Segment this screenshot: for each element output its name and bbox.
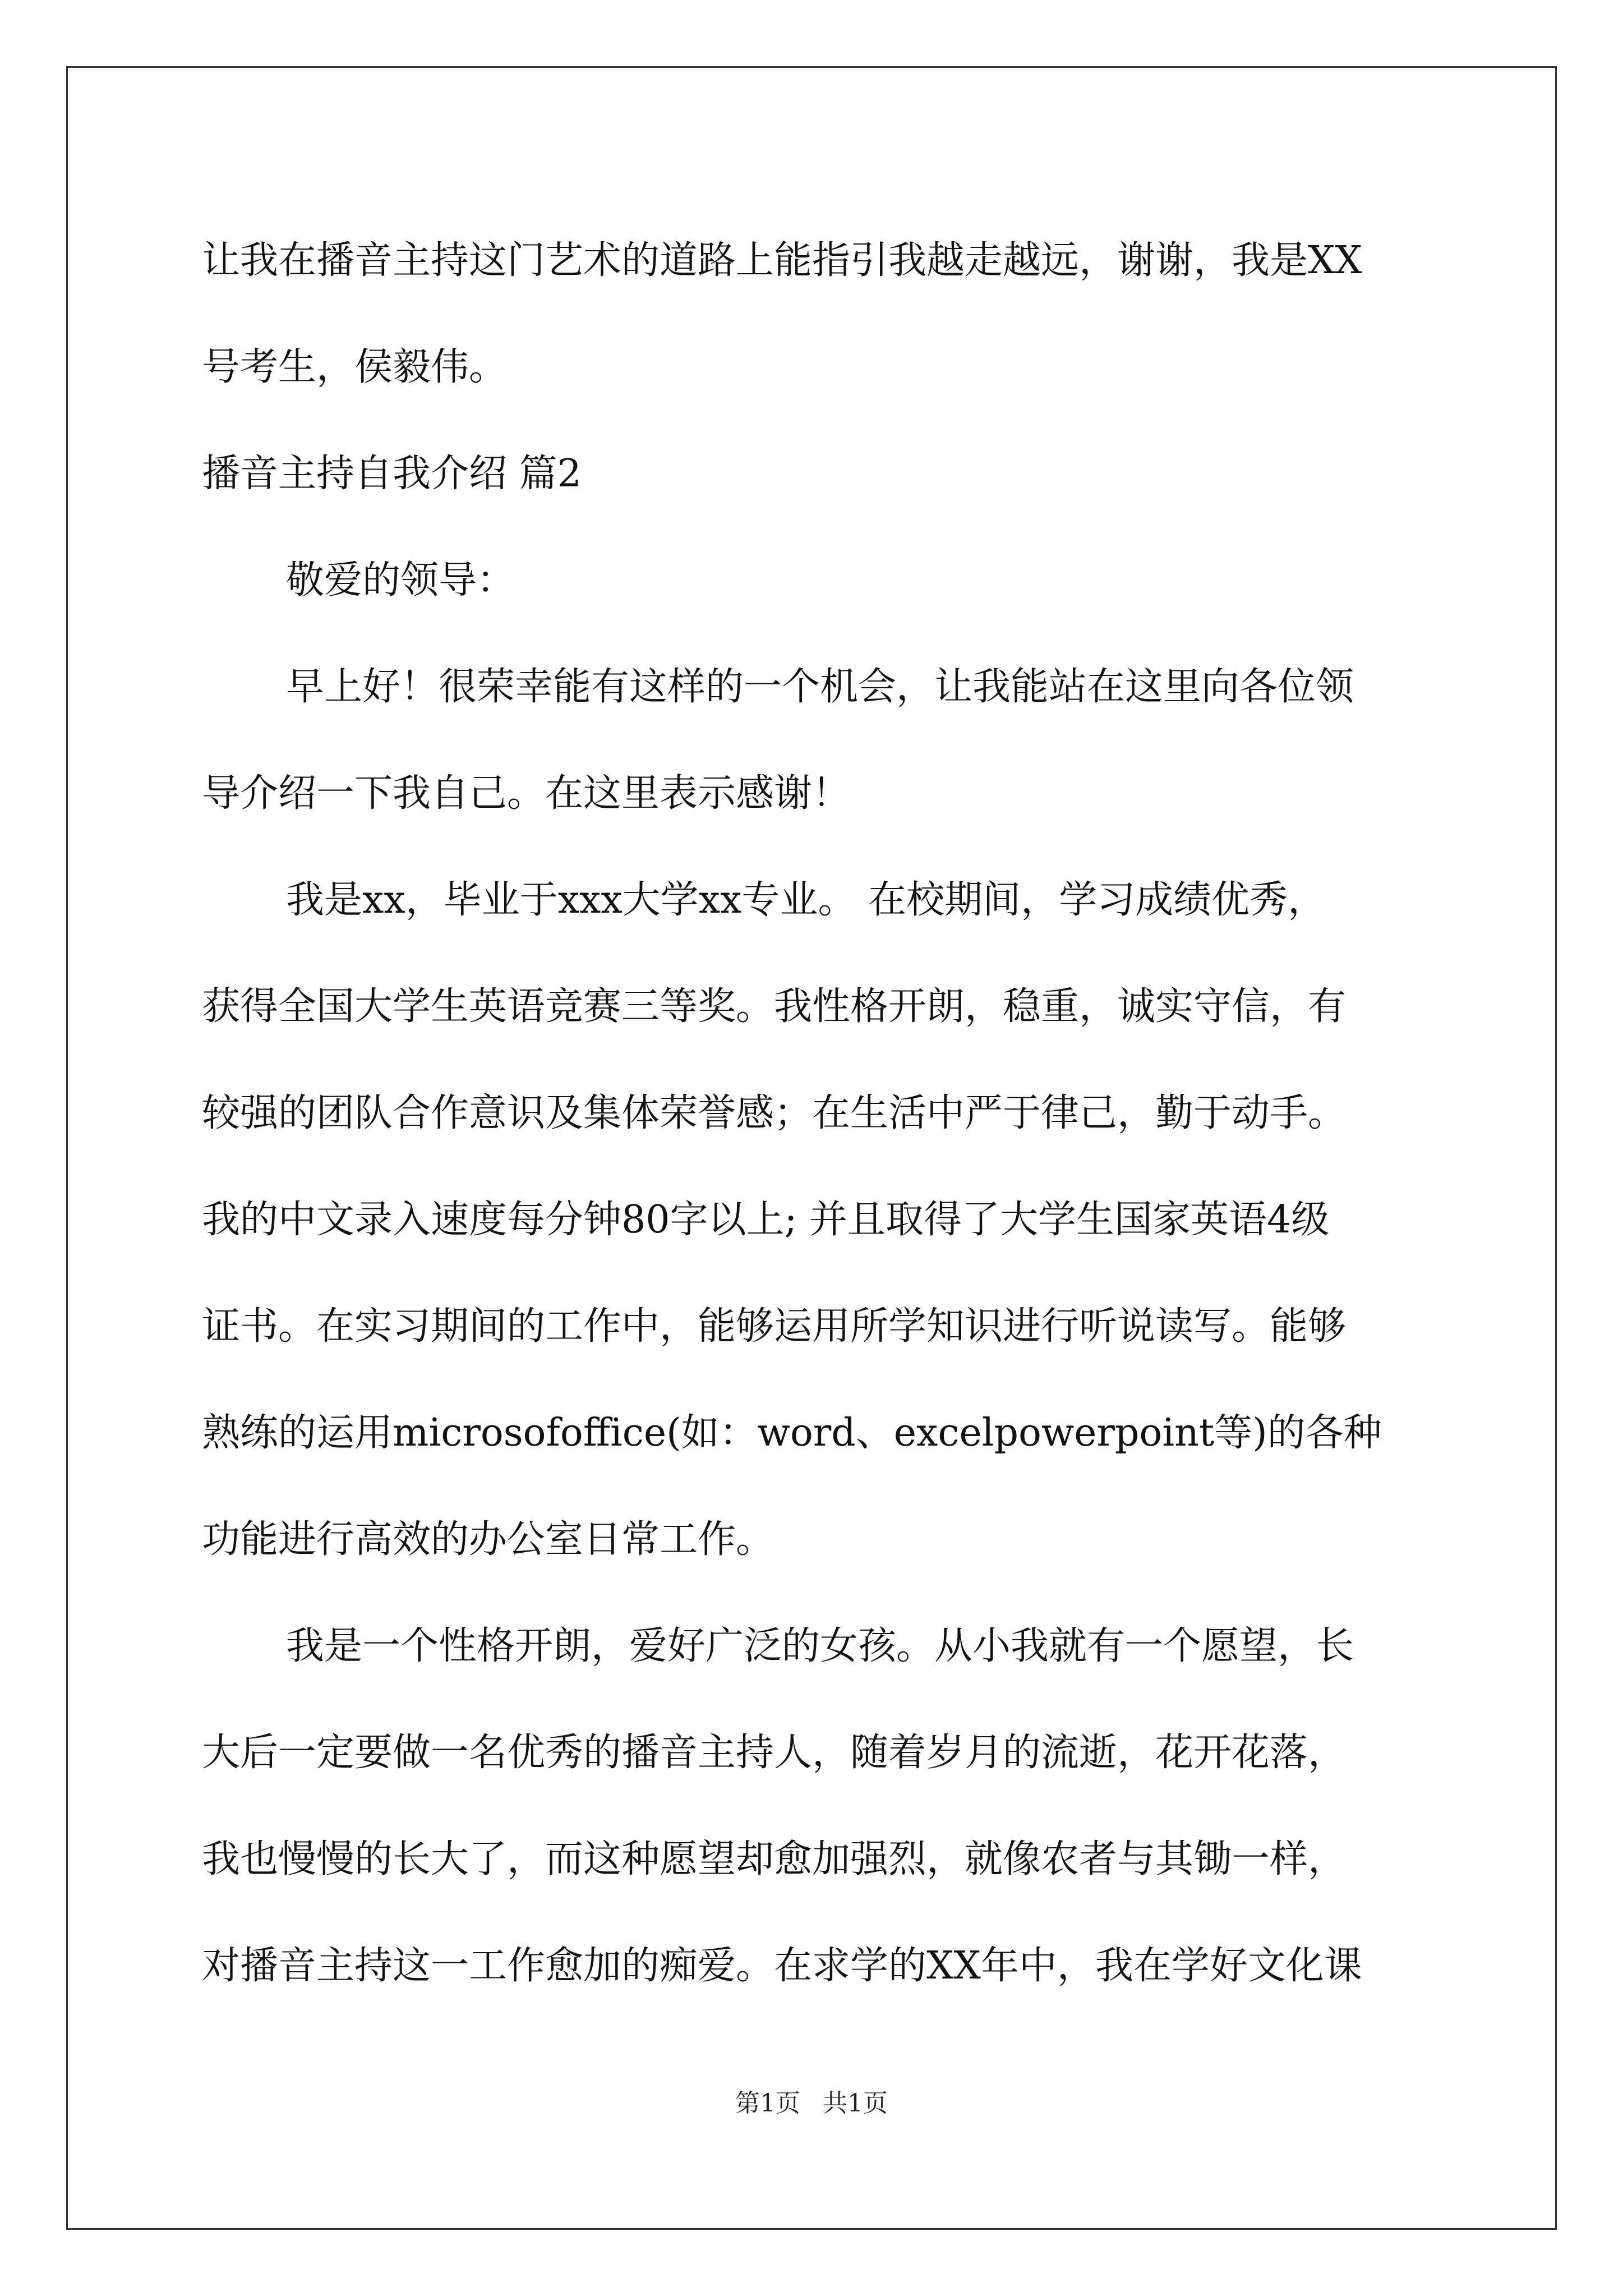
text-line: 我也慢慢的长大了，而这种愿望却愈加强烈，就像农者与其锄一样， (202, 1837, 1347, 1881)
text-line: 我的中文录入速度每分钟80字以上; 并且取得了大学生国家英语4级 (202, 1198, 1330, 1242)
text-line: 导介绍一下我自己。在这里表示感谢！ (202, 771, 851, 816)
text-line: 号考生，侯毅伟。 (202, 345, 508, 389)
page-footer (0, 2087, 1623, 2120)
page-total: 共1页 (823, 2089, 888, 2118)
text-line: 我是一个性格开朗，爱好广泛的女孩。从小我就有一个愿望，长 (286, 1624, 1354, 1668)
section-heading: 播音主持自我介绍 篇2 (202, 452, 582, 496)
text-line: 早上好！很荣幸能有这样的一个机会，让我能站在这里向各位领 (286, 665, 1354, 709)
text-line: 对播音主持这一工作愈加的痴爱。在求学的XX年中，我在学好文化课 (202, 1944, 1362, 1988)
text-line: 让我在播音主持这门艺术的道路上能指引我越走越远，谢谢，我是XX (202, 238, 1362, 283)
text-line: 证书。在实习期间的工作中，能够运用所学知识进行听说读写。能够 (202, 1304, 1347, 1349)
text-line: 较强的团队合作意识及集体荣誉感；在生活中严于律己，勤于动手。 (202, 1091, 1347, 1135)
text-line: 熟练的运用microsofoffice(如：word、excelpowerpoint等)的各种 (202, 1411, 1382, 1455)
text-line: 功能进行高效的办公室日常工作。 (202, 1517, 774, 1562)
text-line: 我是xx，毕业于xxx大学xx专业。 在校期间，学习成绩优秀， (286, 878, 1326, 922)
text-line: 大后一定要做一名优秀的播音主持人，随着岁月的流逝，花开花落， (202, 1731, 1347, 1775)
page-number: 第1页 (735, 2089, 800, 2118)
salutation: 敬爱的领导： (286, 558, 515, 602)
text-line: 获得全国大学生英语竞赛三等奖。我性格开朗，稳重，诚实守信，有 (202, 984, 1347, 1029)
document-body (202, 208, 1436, 2019)
